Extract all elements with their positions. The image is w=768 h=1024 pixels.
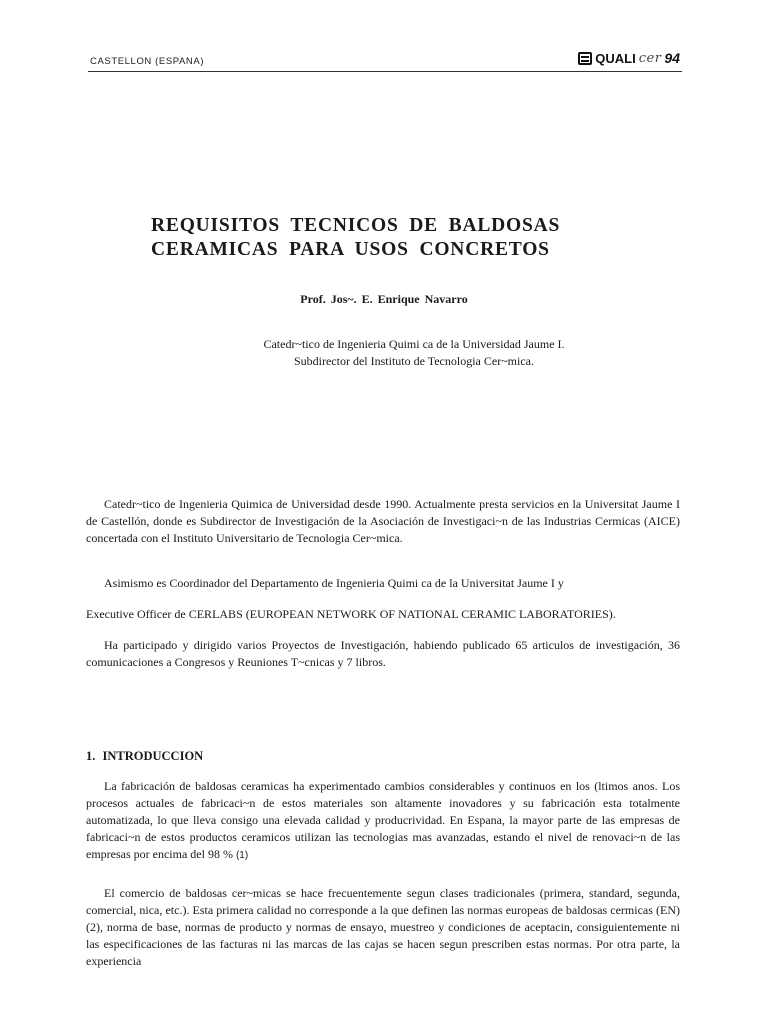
title-line-2: CERAMICAS PARA USOS CONCRETOS [151,239,550,260]
author-name: Prof. Jos~. E. Enrique Navarro [300,292,468,306]
title-line-1: REQUISITOS TECNICOS DE BALDOSAS [151,215,561,236]
running-header-location: CASTELLON (ESPANA) [90,56,205,67]
bio-paragraph-3: Executive Officer de CERLABS (EUROPEAN NETWORK OF NATIONAL CERAMIC LABORATORIES). [86,607,616,621]
reference-marker: (1) [235,850,249,861]
bio-paragraph-4: Ha participado y dirigido varios Proyectos de Investigación, habiendo publicado 65 articulos de investigación, 36 comunicaciones a Congresos y Reuniones T~cnicas y 7 libros. [86,638,680,669]
bio-paragraph-1: Catedr~tico de Ingenieria Quimica de Universidad desde 1990. Actualmente presta servicios en la Universitat Jaume I de Castellón, donde es Subdirector de Investigación de la Asociación de Investigaci~n de las Industrias Cermicas (AICE) concertada con el Instituto Universitario de Tecnologia Cer~mica. [86,497,680,545]
affiliation-line-2: Subdirector del Instituto de Tecnologia Cer~mica. [293,354,535,368]
logo-year: 94 [664,50,680,66]
logo-text: QUALI [595,50,636,66]
paper-title [151,214,671,262]
section-heading: 1. INTRODUCCION [86,749,204,763]
author-affiliation [0,336,768,370]
qualicer-logo-icon [578,52,592,65]
intro-paragraph-1: La fabricación de baldosas ceramicas ha experimentado cambios considerables y continuos en los (ltimos anos. Los procesos actuales de fabricaci~n de estos materiales son altamente inovadores y su fabricación esta totalmente automatizada, lo que lleva consigo una elevada calidad y producrividad. En Espana, la mayor parte de las empresas de fabricaci~n de estos productos ceramicos utilizan las tecnologias mas avanzadas, estando el nivel de renovaci~n de las empresas por encima del 98 % (1) [86,779,680,861]
intro-paragraph-2: El comercio de baldosas cer~micas se hace frecuentemente segun clases tradicionales (primera, standard, segunda, comercial, nica, etc.). Esta primera calidad no corresponde a la que definen las normas europeas de baldosas cermicas (EN)(2), norma de base, normas de producto y normas de ensayo, muestreo y condiciones de aceptacin, consiguientemente ni las especificaciones de las facturas ni las marcas de las cajas se hacen segun prescriben estas normas. Por otra parte, la experiencia [86,886,680,968]
logo-script: cer [638,50,662,66]
affiliation-line-1: Catedr~tico de Ingenieria Quimi ca de la Universidad Jaume I. [263,337,565,351]
bio-paragraph-2: Asimismo es Coordinador del Departamento de Ingenieria Quimi ca de la Universitat Jaume I y [104,576,564,590]
qualicer-logo [578,50,680,66]
header-divider [88,71,682,72]
